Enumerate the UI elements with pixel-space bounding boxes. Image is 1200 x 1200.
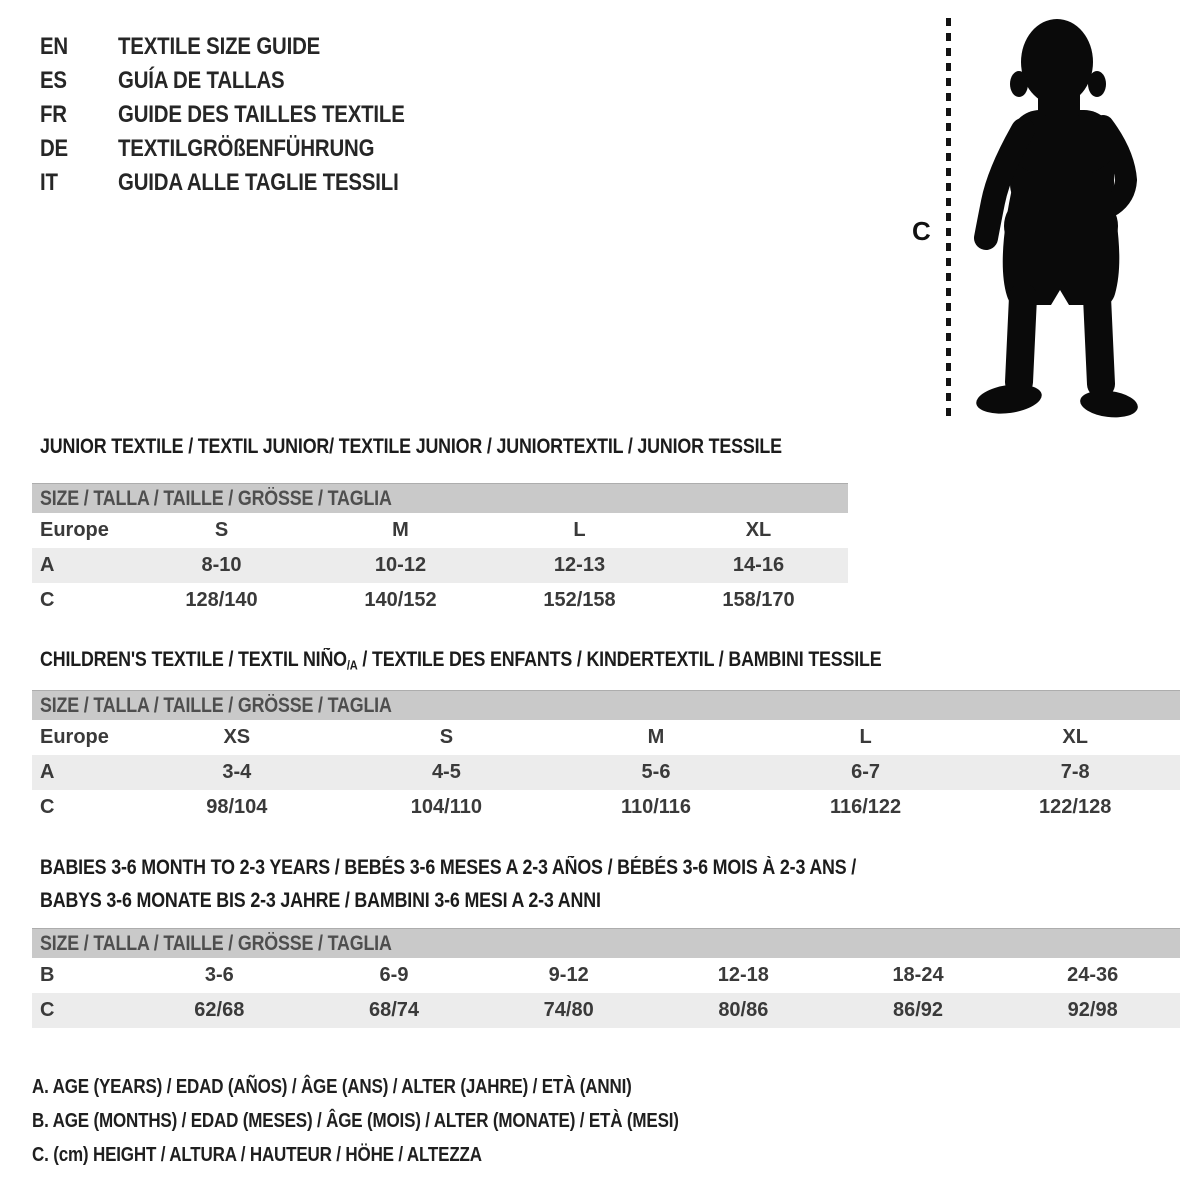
- size-table-header: [32, 928, 1180, 958]
- size-cell: 3-6: [204, 964, 234, 986]
- legend-text: A. AGE (YEARS) / EDAD (AÑOS) / ÂGE (ANS) / ALTER (JAHRE) / ETÀ (ANNI): [32, 1076, 632, 1098]
- title-segment: JUNIOR TEXTILE / TEXTIL JUNIOR/ TEXTILE JUNIOR / JUNIORTEXTIL / JUNIOR TESSILE: [40, 435, 782, 458]
- title-segment: BABYS 3-6 MONATE BIS 2-3 JAHRE / BAMBINI 3-6 MESI A 2-3 ANNI: [40, 889, 601, 912]
- row-label: Europe: [40, 519, 109, 541]
- language-title: GUÍA DE TALLAS: [118, 67, 285, 94]
- section-title: [40, 884, 1000, 917]
- table-row-europe: [32, 513, 848, 548]
- section-title: [40, 430, 913, 463]
- language-row: [40, 166, 455, 200]
- size-cell: 158/170: [722, 589, 795, 611]
- section-title-text: [40, 884, 601, 917]
- language-title: GUIDA ALLE TAGLIE TESSILI: [118, 169, 399, 196]
- section-title-block: [40, 851, 1000, 917]
- size-cell: 12-18: [717, 964, 769, 986]
- table-row-c: [32, 790, 1180, 825]
- size-cell: 152/158: [543, 589, 616, 611]
- section-title-block: [40, 643, 1030, 682]
- height-dashed-line: [946, 18, 951, 418]
- section-title-text: [40, 643, 882, 682]
- size-cell: 104/110: [410, 796, 482, 818]
- legend-text: B. AGE (MONTHS) / EDAD (MESES) / ÂGE (MOIS) / ALTER (MONATE) / ETÀ (MESI): [32, 1110, 679, 1132]
- size-cell: 6-9: [379, 964, 409, 986]
- row-label: C: [40, 796, 55, 818]
- legend-line: [32, 1070, 793, 1104]
- size-table: [32, 690, 1180, 825]
- table-row-c: [32, 583, 848, 618]
- size-cell: 80/86: [718, 999, 769, 1021]
- size-cell: 24-36: [1067, 964, 1119, 986]
- size-cell: L: [573, 519, 586, 541]
- size-table: [32, 928, 1180, 1028]
- language-code: FR: [40, 101, 67, 128]
- table-row-a: [32, 548, 848, 583]
- size-cell: 122/128: [1039, 796, 1112, 818]
- size-table-header-text: SIZE / TALLA / TAILLE / GRÖSSE / TAGLIA: [40, 932, 392, 955]
- row-label: B: [40, 964, 55, 986]
- row-label: C: [40, 999, 55, 1021]
- table-row-europe: [32, 720, 1180, 755]
- title-segment: CHILDREN'S TEXTILE / TEXTIL NIÑO: [40, 648, 347, 671]
- size-cell: 110/116: [620, 796, 692, 818]
- size-cell: 128/140: [185, 589, 258, 611]
- size-cell: 12-13: [553, 554, 606, 576]
- section-title-text: [40, 851, 856, 884]
- size-cell: 18-24: [892, 964, 944, 986]
- row-label: A: [40, 761, 55, 783]
- title-segment: BABIES 3-6 MONTH TO 2-3 YEARS / BEBÉS 3-6 MESES A 2-3 AÑOS / BÉBÉS 3-6 MOIS À 2-3 ANS /: [40, 856, 857, 879]
- table-row-b: [32, 958, 1180, 993]
- size-cell: 74/80: [543, 999, 594, 1021]
- language-row: [40, 64, 455, 98]
- size-table-header-text: SIZE / TALLA / TAILLE / GRÖSSE / TAGLIA: [40, 487, 392, 510]
- size-cell: XL: [1062, 726, 1088, 748]
- legend-text: C. (cm) HEIGHT / ALTURA / HAUTEUR / HÖHE / ALTEZZA: [32, 1144, 482, 1166]
- row-label: C: [40, 589, 55, 611]
- section-title: [40, 643, 1030, 682]
- size-cell: M: [392, 519, 409, 541]
- language-code: ES: [40, 67, 67, 94]
- language-row: [40, 132, 455, 166]
- language-title: TEXTILE SIZE GUIDE: [118, 33, 321, 60]
- size-cell: 62/68: [194, 999, 245, 1021]
- size-cell: 8-10: [201, 554, 242, 576]
- language-code: IT: [40, 169, 58, 196]
- size-cell: 98/104: [206, 796, 268, 818]
- size-cell: 92/98: [1067, 999, 1118, 1021]
- language-row: [40, 30, 455, 64]
- section-title-block: [40, 430, 913, 463]
- section-title: [40, 851, 1000, 884]
- size-cell: 7-8: [1060, 761, 1090, 783]
- size-cell: XS: [223, 726, 251, 748]
- language-title-list: [40, 30, 455, 200]
- size-cell: XL: [745, 519, 772, 541]
- size-cell: 14-16: [732, 554, 785, 576]
- size-cell: M: [647, 726, 665, 748]
- size-cell: 6-7: [851, 761, 881, 783]
- height-measure-label: C: [912, 216, 931, 246]
- language-row: [40, 98, 455, 132]
- size-cell: 68/74: [368, 999, 420, 1021]
- size-cell: 140/152: [364, 589, 437, 611]
- measure-legend: [32, 1070, 793, 1172]
- table-row-c: [32, 993, 1180, 1028]
- legend-line: [32, 1138, 793, 1172]
- size-cell: L: [859, 726, 872, 748]
- size-table-header: [32, 690, 1180, 720]
- size-cell: 9-12: [548, 964, 589, 986]
- row-label: A: [40, 554, 55, 576]
- size-cell: 116/122: [829, 796, 902, 818]
- row-label: Europe: [40, 726, 109, 748]
- size-table-header-text: SIZE / TALLA / TAILLE / GRÖSSE / TAGLIA: [40, 694, 392, 717]
- language-title: GUIDE DES TAILLES TEXTILE: [118, 101, 405, 128]
- title-subscript: /A: [346, 657, 358, 673]
- toddler-silhouette-icon: [963, 14, 1153, 418]
- size-cell: S: [439, 726, 454, 748]
- language-code: EN: [40, 33, 69, 60]
- size-cell: 4-5: [431, 761, 461, 783]
- title-segment: / TEXTILE DES ENFANTS / KINDERTEXTIL / BAMBINI TESSILE: [357, 648, 882, 671]
- language-code: DE: [40, 135, 69, 162]
- language-title: TEXTILGRÖßENFÜHRUNG: [118, 135, 375, 162]
- size-table: [32, 483, 848, 618]
- size-cell: 86/92: [892, 999, 944, 1021]
- size-cell: S: [214, 519, 229, 541]
- size-cell: 10-12: [374, 554, 427, 576]
- legend-line: [32, 1104, 793, 1138]
- size-cell: 3-4: [222, 761, 252, 783]
- size-table-header: [32, 483, 848, 513]
- table-row-a: [32, 755, 1180, 790]
- section-title-text: [40, 430, 782, 463]
- size-cell: 5-6: [641, 761, 671, 783]
